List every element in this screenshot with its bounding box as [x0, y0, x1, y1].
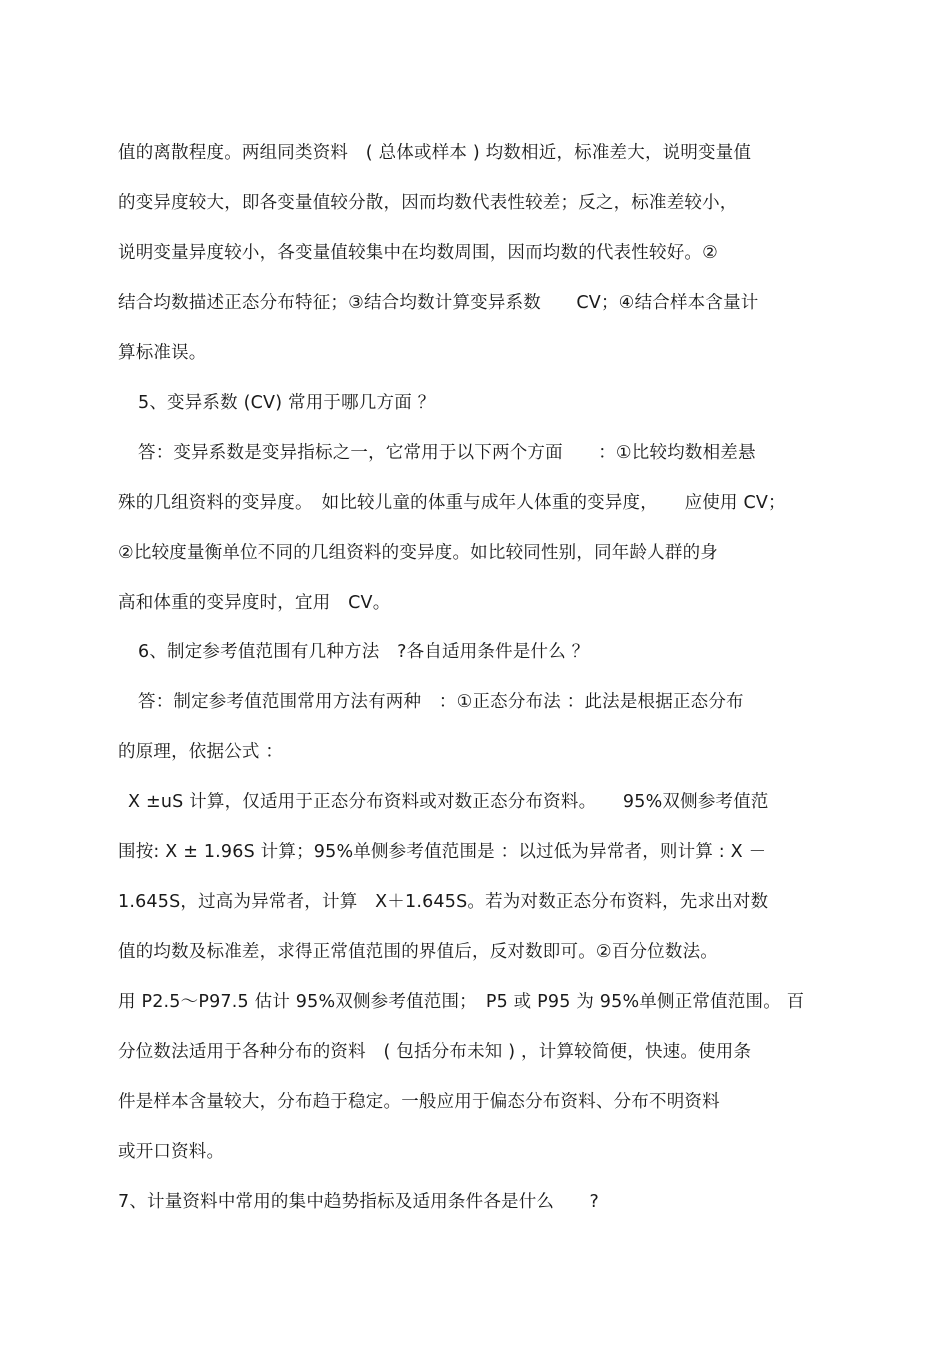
text-line: 算标准误。	[118, 343, 207, 363]
text-line: 值的均数及标准差，求得正常值范围的界值后，反对数即可。②百分位数法。	[118, 942, 718, 962]
text-line: 值的离散程度。两组同类资料 ( 总体或样本 ) 均数相近，标准差大，说明变量值	[118, 143, 752, 163]
text-line: 件是样本含量较大，分布趋于稳定。一般应用于偏态分布资料、分布不明资料	[118, 1092, 720, 1112]
text-line: 1.645S，过高为异常者，计算 X＋1.645S。若为对数正态分布资料，先求出对数	[118, 892, 769, 912]
answer-line: 答：制定参考值范围常用方法有两种 ：①正态分布法 ：此法是根据正态分布	[138, 692, 744, 712]
text-line: 高和体重的变异度时，宜用 CV。	[118, 593, 391, 613]
text-line: 的变异度较大，即各变量值较分散，因而均数代表性较差；反之，标准差较小，	[118, 193, 738, 213]
text-line: 围按: X ± 1.96S 计算；95%单侧参考值范围是 ：以过低为异常者，则计算 : X －	[118, 842, 767, 862]
text-line: 结合均数描述正态分布特征；③结合均数计算变异系数 CV；④结合样本含量计	[118, 293, 759, 313]
answer-line: 答：变异系数是变异指标之一，它常用于以下两个方面 ：①比较均数相差悬	[138, 443, 756, 463]
text-line: 或开口资料。	[118, 1142, 225, 1162]
text-line: 说明变量异度较小，各变量值较集中在均数周围，因而均数的代表性较好。②	[118, 243, 718, 263]
formula-line: X ±uS 计算，仅适用于正态分布资料或对数正态分布资料。 95%双侧参考值范	[128, 792, 769, 812]
text-line: 用 P2.5～P97.5 估计 95%双侧参考值范围； P5 或 P95 为 95%单侧正常值范围。 百	[118, 992, 805, 1012]
text-line: 分位数法适用于各种分布的资料 ( 包括分布未知 ) ，计算较简便，快速。使用条	[118, 1042, 752, 1062]
text-line: 殊的几组资料的变异度。 如比较儿童的体重与成年人体重的变异度， 应使用 CV；	[118, 493, 786, 513]
question-heading: 7、计量资料中常用的集中趋势指标及适用条件各是什么 ?	[118, 1192, 600, 1212]
question-heading: 6、制定参考值范围有几种方法 ?各自适用条件是什么 ？	[138, 642, 590, 662]
question-heading: 5、变异系数 (CV) 常用于哪几方面 ？	[138, 393, 436, 413]
text-line: ②比较度量衡单位不同的几组资料的变异度。如比较同性别，同年龄人群的身	[118, 543, 718, 563]
text-line: 的原理，依据公式 ：	[118, 742, 284, 762]
